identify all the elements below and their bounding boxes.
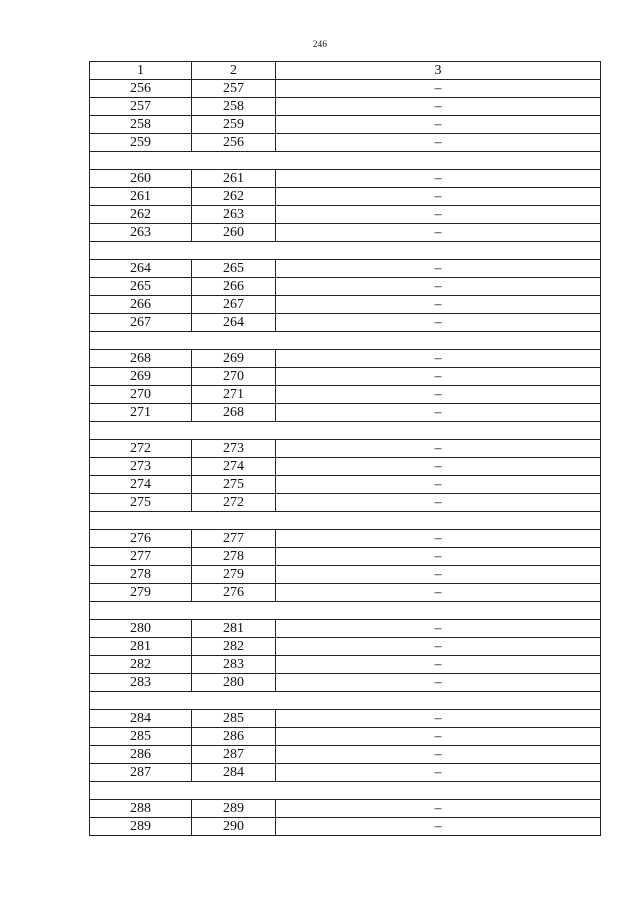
separator-cell [90,422,601,440]
table-row [90,350,601,368]
cell-col-2: 284 [192,764,276,782]
cell-col-1: 282 [90,656,192,674]
cell-col-1: 279 [90,584,192,602]
table-row [90,620,601,638]
cell-col-3: – [276,80,601,98]
cell-col-3: – [276,188,601,206]
cell-col-2: 267 [192,296,276,314]
cell-col-2: 285 [192,710,276,728]
cell-col-2: 273 [192,440,276,458]
cell-col-2: 281 [192,620,276,638]
table-row [90,728,601,746]
cell-col-1: 275 [90,494,192,512]
cell-col-3: – [276,584,601,602]
table-row [90,224,601,242]
table-row [90,800,601,818]
cell-col-2: 266 [192,278,276,296]
group-separator-row [90,242,601,260]
cell-col-3: – [276,746,601,764]
table-row [90,458,601,476]
separator-cell [90,782,601,800]
cell-col-2: 262 [192,188,276,206]
cell-col-2: 259 [192,116,276,134]
table-row [90,818,601,836]
page-number: 246 [312,39,328,49]
cell-col-3: – [276,368,601,386]
cell-col-2: 261 [192,170,276,188]
group-separator-row [90,422,601,440]
cell-col-2: 277 [192,530,276,548]
cell-col-2: 265 [192,260,276,278]
cell-col-3: – [276,530,601,548]
cell-col-3: – [276,818,601,836]
cell-col-2: 282 [192,638,276,656]
column-header: 1 [90,62,192,80]
cell-col-2: 264 [192,314,276,332]
cell-col-1: 284 [90,710,192,728]
table-row [90,278,601,296]
cell-col-3: – [276,98,601,116]
table-row [90,548,601,566]
cell-col-3: – [276,314,601,332]
cell-col-1: 262 [90,206,192,224]
cell-col-1: 281 [90,638,192,656]
cell-col-1: 273 [90,458,192,476]
cell-col-3: – [276,206,601,224]
cell-col-2: 276 [192,584,276,602]
table-row [90,206,601,224]
table-row [90,476,601,494]
cell-col-1: 260 [90,170,192,188]
table-row [90,404,601,422]
cell-col-2: 258 [192,98,276,116]
group-separator-row [90,152,601,170]
cell-col-1: 272 [90,440,192,458]
cell-col-2: 279 [192,566,276,584]
cell-col-2: 275 [192,476,276,494]
table-row [90,368,601,386]
cell-col-1: 266 [90,296,192,314]
cell-col-3: – [276,494,601,512]
cell-col-3: – [276,548,601,566]
separator-cell [90,332,601,350]
cell-col-2: 257 [192,80,276,98]
table-row [90,674,601,692]
cell-col-3: – [276,728,601,746]
table-row [90,530,601,548]
cell-col-3: – [276,764,601,782]
cell-col-3: – [276,170,601,188]
cell-col-1: 257 [90,98,192,116]
cell-col-3: – [276,800,601,818]
cell-col-3: – [276,638,601,656]
table-row [90,296,601,314]
cell-col-3: – [276,278,601,296]
cell-col-2: 290 [192,818,276,836]
data-table [89,61,601,836]
cell-col-3: – [276,350,601,368]
table-body [90,62,601,836]
cell-col-1: 267 [90,314,192,332]
cell-col-2: 287 [192,746,276,764]
cell-col-1: 278 [90,566,192,584]
cell-col-1: 277 [90,548,192,566]
cell-col-3: – [276,476,601,494]
cell-col-3: – [276,710,601,728]
cell-col-1: 288 [90,800,192,818]
table-row [90,98,601,116]
table-row [90,170,601,188]
cell-col-3: – [276,404,601,422]
table-row [90,440,601,458]
cell-col-1: 276 [90,530,192,548]
group-separator-row [90,602,601,620]
cell-col-2: 280 [192,674,276,692]
column-header: 3 [276,62,601,80]
cell-col-1: 285 [90,728,192,746]
table-row [90,116,601,134]
table-row [90,710,601,728]
group-separator-row [90,512,601,530]
group-separator-row [90,692,601,710]
table-row [90,260,601,278]
cell-col-3: – [276,620,601,638]
cell-col-2: 274 [192,458,276,476]
cell-col-1: 280 [90,620,192,638]
cell-col-2: 283 [192,656,276,674]
cell-col-3: – [276,458,601,476]
table-row [90,746,601,764]
table-row [90,134,601,152]
cell-col-1: 283 [90,674,192,692]
cell-col-2: 286 [192,728,276,746]
separator-cell [90,242,601,260]
cell-col-3: – [276,566,601,584]
cell-col-1: 258 [90,116,192,134]
cell-col-3: – [276,224,601,242]
cell-col-2: 271 [192,386,276,404]
cell-col-1: 259 [90,134,192,152]
table-row [90,656,601,674]
cell-col-2: 269 [192,350,276,368]
cell-col-2: 270 [192,368,276,386]
cell-col-3: – [276,296,601,314]
cell-col-1: 289 [90,818,192,836]
table-row [90,188,601,206]
cell-col-1: 263 [90,224,192,242]
table-header-row [90,62,601,80]
table-row [90,638,601,656]
cell-col-2: 256 [192,134,276,152]
cell-col-2: 272 [192,494,276,512]
cell-col-2: 278 [192,548,276,566]
table-row [90,584,601,602]
cell-col-1: 265 [90,278,192,296]
cell-col-1: 274 [90,476,192,494]
cell-col-2: 263 [192,206,276,224]
separator-cell [90,602,601,620]
separator-cell [90,152,601,170]
cell-col-2: 260 [192,224,276,242]
table-row [90,314,601,332]
table-row [90,494,601,512]
cell-col-1: 256 [90,80,192,98]
cell-col-3: – [276,134,601,152]
cell-col-3: – [276,116,601,134]
cell-col-3: – [276,656,601,674]
group-separator-row [90,782,601,800]
cell-col-3: – [276,674,601,692]
group-separator-row [90,332,601,350]
cell-col-3: – [276,386,601,404]
cell-col-1: 270 [90,386,192,404]
cell-col-3: – [276,440,601,458]
cell-col-1: 264 [90,260,192,278]
table-row [90,386,601,404]
cell-col-1: 287 [90,764,192,782]
cell-col-2: 268 [192,404,276,422]
separator-cell [90,692,601,710]
table-row [90,764,601,782]
separator-cell [90,512,601,530]
cell-col-1: 268 [90,350,192,368]
cell-col-1: 261 [90,188,192,206]
column-header: 2 [192,62,276,80]
cell-col-3: – [276,260,601,278]
cell-col-1: 271 [90,404,192,422]
table-row [90,566,601,584]
cell-col-1: 286 [90,746,192,764]
cell-col-2: 289 [192,800,276,818]
cell-col-1: 269 [90,368,192,386]
table-row [90,80,601,98]
